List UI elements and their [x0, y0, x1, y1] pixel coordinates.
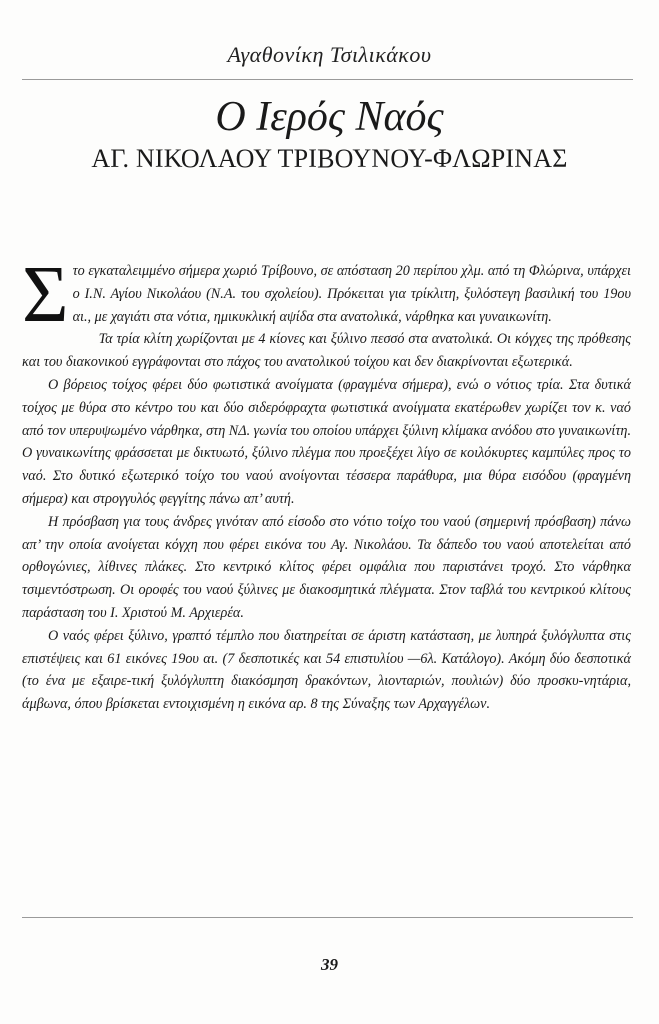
page-number: 39 — [321, 955, 338, 974]
paragraph-3: Ο βόρειος τοίχος φέρει δύο φωτιστικά ανοίγματα (φραγμένα σήμερα), ενώ ο νότιος τρία. Στα δυτικά τοίχος με θύρα στο κέντρο του και δύο σιδερόφραχτα φωτιστικά ανοίγματα εκατέρωθεν χωρίζει τον κ. ναό από τον υπερυψωμένο νάρθηκα, στη ΝΔ. γωνία του οποίου υπάρχει ξύλινη κλίμακα ανόδου στο γυναικωνίτη. Ο γυναικωνίτης φράσσεται με δικτυωτό, ξύλινο πλέγμα που προεξέχει λίγο σε κοιλόκυρτες καμπύλες προς το ναό. Στο δυτικό εξωτερικό τοίχο του ναού ανοίγονται τέσσερα παράθυρα, μια θύρα εισόδου (φραγμένη σήμερα) και στρογγυλός φεγγίτης πάνω απ’ αυτή. — [22, 376, 631, 507]
header-rule — [22, 79, 633, 80]
article-body — [22, 251, 631, 716]
paragraph-4: Η πρόσβαση για τους άνδρες γινόταν από είσοδο στο νότιο τοίχο του ναού (σημερινή πρόσβαση) πάνω απ’ την οποία ανοίγεται κόγχη που φέρει εικόνα του Αγ. Νικολάου. Τα δάπεδο του ναού αποτελείται από ορθογώνιες, λίθινες πλάκες. Στο κεντρικό κλίτος φέρει ομφάλια που παριστάνει τροχό. Στο νάρθηκα τσιμεντόστρωση. Οι οροφές του ναού ξύλινες με διακοσμητικά πλέγματα. Στον ταβλά του κεντρικού κλίτους παράσταση του Ι. Χριστού Μ. Αρχιερέα. — [22, 513, 631, 621]
paragraph-5: Ο ναός φέρει ξύλινο, γραπτό τέμπλο που διατηρείται σε άριστη κατάσταση, με λυπηρά ξυλόγλυπτα στις επιστέψεις και 61 εικόνες 19ου αι. (7 δεσποτικές και 54 επιστυλίου —6λ. Κατάλογο). Ακόμη δύο δεσποτικά (το ένα με εξαιρε-τική ξυλόγλυπτη διακόσμηση δρακόντων, λιονταριών, πουλιών) δύο προσκυ-νητάρια, άμβωνα, όπου βρίσκεται εντοιχισμένη η εικόνα αρ. 8 της Σύναξης των Αρχαγγέλων. — [22, 627, 631, 713]
paragraph-2: Τα τρία κλίτη χωρίζονται με 4 κίονες και ξύλινο πεσσό στα ανατολικά. Οι κόγχες της πρόθεσης και του διακονικού εγγράφονται στο πάχος του ανατολικού τοίχου και δεν διακρίνονται εξωτερικά. — [22, 331, 631, 371]
paragraph-1-text: το εγκαταλειμμένο σήμερα χωριό Τρίβουνο, σε απόσταση 20 περίπου χλμ. από τη Φλώρινα, υπάρχει ο Ι.Ν. Αγίου Νικολάου (Ν.Α. του σχολείου). Πρόκειται για τρίκλιτη, ξυλόστεγη βασιλική του 19ου αι., με χαγιάτι στα νότια, ημικυκλική αψίδα στα ανατολικά, νάρθηκα και γυναικωνίτη. — [72, 263, 631, 325]
article-subtitle: ΑΓ. ΝΙΚΟΛΑΟΥ ΤΡΙΒΟΥΝΟΥ-ΦΛΩΡΙΝΑΣ — [91, 144, 568, 173]
running-head-author: Αγαθονίκη Τσιλικάκου — [227, 42, 432, 67]
article-title: Ο Ιερός Ναός — [215, 94, 444, 140]
paragraph-1 — [22, 251, 631, 339]
footer-rule — [22, 917, 633, 918]
drop-cap: Σ — [22, 251, 69, 339]
